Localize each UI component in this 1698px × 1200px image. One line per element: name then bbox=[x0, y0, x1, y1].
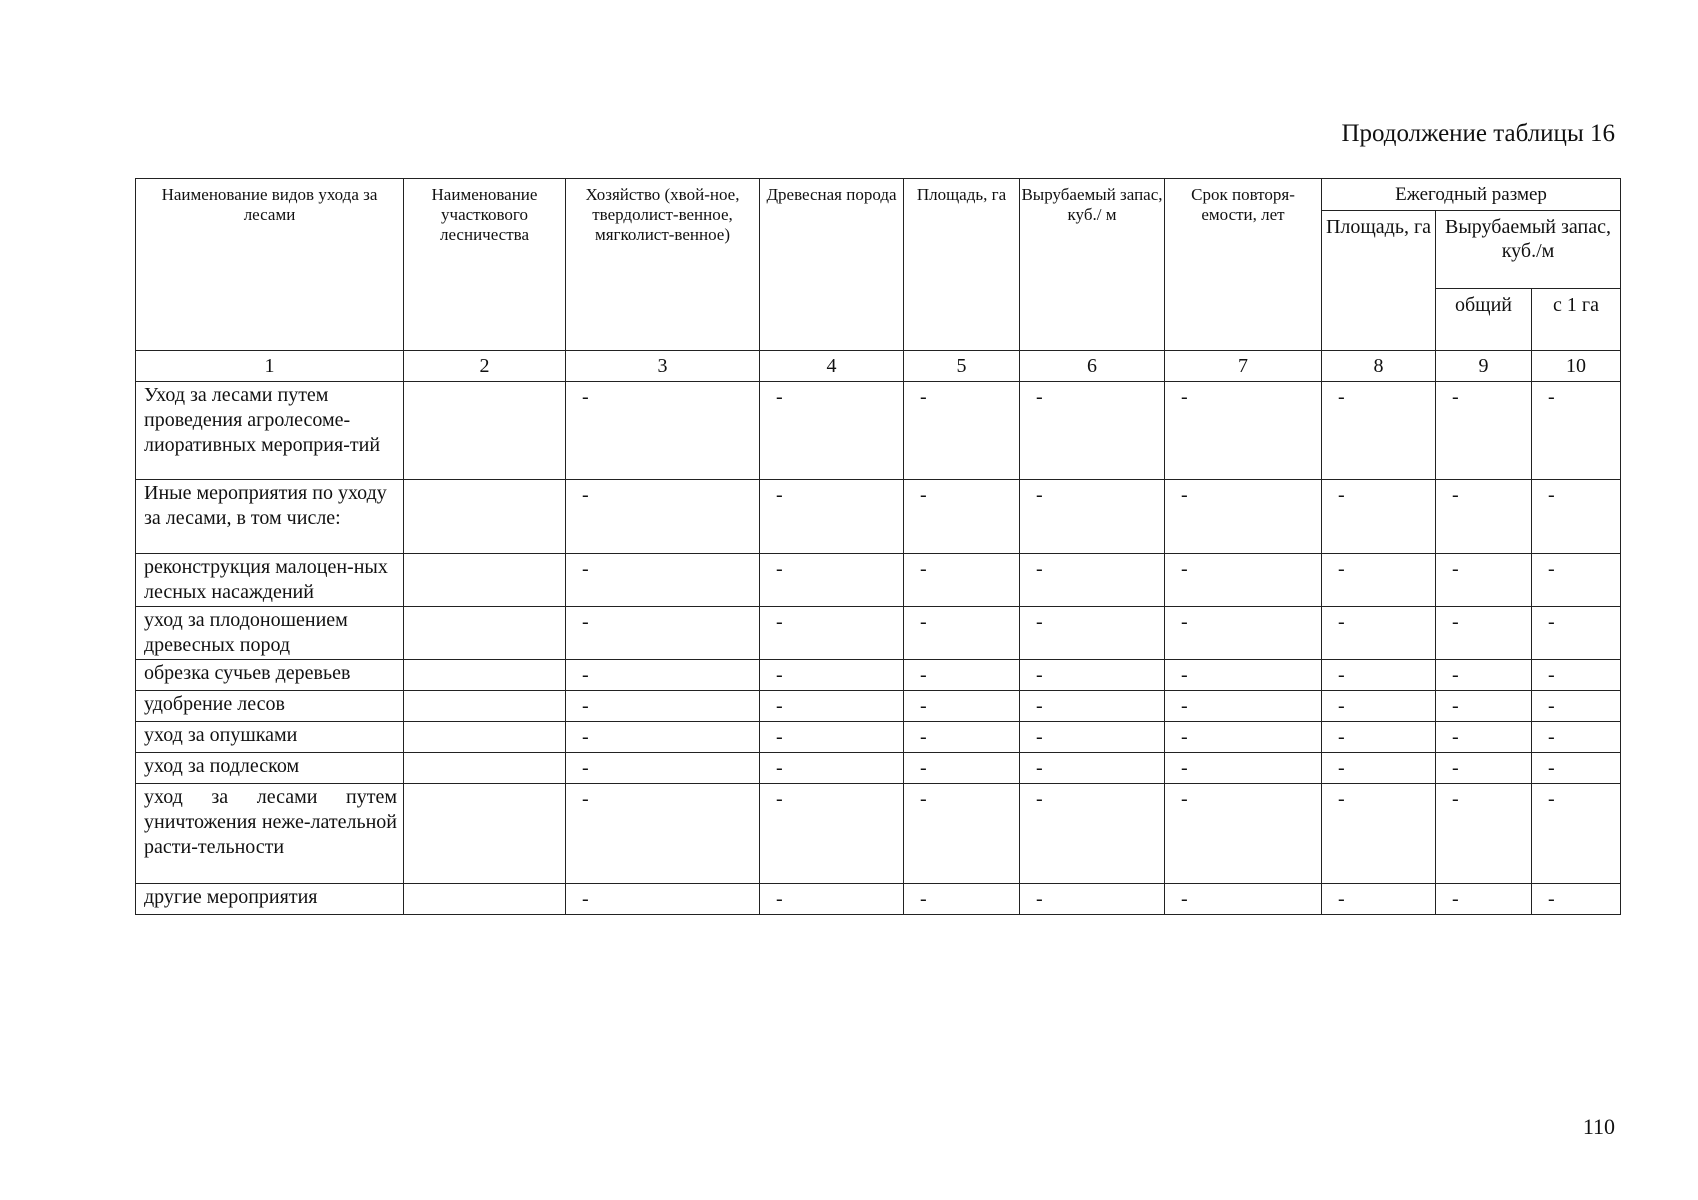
row-forestry bbox=[404, 382, 566, 480]
row-value: - bbox=[1165, 554, 1322, 607]
row-name: другие мероприятия bbox=[136, 884, 404, 915]
row-forestry bbox=[404, 753, 566, 784]
row-name: уход за лесами путем уничтожения неже-лательной расти-тельности bbox=[136, 784, 404, 884]
row-value: - bbox=[760, 382, 904, 480]
row-value: - bbox=[904, 554, 1020, 607]
column-number: 6 bbox=[1020, 351, 1165, 382]
row-value: - bbox=[566, 607, 760, 660]
header-area: Площадь, га bbox=[904, 179, 1020, 351]
page-number: 110 bbox=[1582, 1114, 1615, 1139]
row-value: - bbox=[904, 382, 1020, 480]
table-row bbox=[136, 660, 1621, 691]
header-forestry-name: Наименование участкового лесничества bbox=[404, 179, 566, 351]
row-value: - bbox=[1165, 382, 1322, 480]
column-number: 9 bbox=[1436, 351, 1532, 382]
row-value: - bbox=[1020, 753, 1165, 784]
row-name: обрезка сучьев деревьев bbox=[136, 660, 404, 691]
row-value: - bbox=[1020, 784, 1165, 884]
table-caption: Продолжение таблицы 16 bbox=[1341, 120, 1615, 147]
row-value: - bbox=[566, 722, 760, 753]
table-row bbox=[136, 884, 1621, 915]
row-value: - bbox=[760, 722, 904, 753]
row-value: - bbox=[566, 480, 760, 554]
table-row bbox=[136, 607, 1621, 660]
row-value: - bbox=[1020, 722, 1165, 753]
row-value: - bbox=[1322, 382, 1436, 480]
row-name: уход за плодоношением древесных пород bbox=[136, 607, 404, 660]
row-value: - bbox=[904, 784, 1020, 884]
row-forestry bbox=[404, 607, 566, 660]
column-number: 8 bbox=[1322, 351, 1436, 382]
row-value: - bbox=[1436, 753, 1532, 784]
row-value: - bbox=[1322, 660, 1436, 691]
row-value: - bbox=[1532, 660, 1621, 691]
row-forestry bbox=[404, 554, 566, 607]
row-value: - bbox=[904, 884, 1020, 915]
header-annual-area: Площадь, га bbox=[1322, 211, 1436, 351]
row-value: - bbox=[904, 722, 1020, 753]
row-value: - bbox=[1165, 480, 1322, 554]
row-value: - bbox=[760, 660, 904, 691]
table-row bbox=[136, 480, 1621, 554]
row-name: удобрение лесов bbox=[136, 691, 404, 722]
row-value: - bbox=[1436, 382, 1532, 480]
row-value: - bbox=[1532, 607, 1621, 660]
column-number-row bbox=[136, 351, 1621, 382]
row-value: - bbox=[760, 784, 904, 884]
row-name: уход за подлеском bbox=[136, 753, 404, 784]
row-name: Иные мероприятия по уходу за лесами, в том числе: bbox=[136, 480, 404, 554]
row-value: - bbox=[566, 691, 760, 722]
row-value: - bbox=[1532, 691, 1621, 722]
row-value: - bbox=[904, 660, 1020, 691]
column-number: 10 bbox=[1532, 351, 1621, 382]
row-value: - bbox=[566, 660, 760, 691]
row-value: - bbox=[1436, 660, 1532, 691]
table-row bbox=[136, 722, 1621, 753]
row-value: - bbox=[1322, 480, 1436, 554]
row-value: - bbox=[1436, 554, 1532, 607]
header-economy-type: Хозяйство (хвой-ное, твердолист-венное, мягколист-венное) bbox=[566, 179, 760, 351]
row-value: - bbox=[760, 691, 904, 722]
row-value: - bbox=[1532, 722, 1621, 753]
row-value: - bbox=[1020, 607, 1165, 660]
forest-care-table bbox=[135, 178, 1621, 915]
row-value: - bbox=[1322, 753, 1436, 784]
row-value: - bbox=[1020, 480, 1165, 554]
row-value: - bbox=[1322, 784, 1436, 884]
header-tree-species: Древесная порода bbox=[760, 179, 904, 351]
row-value: - bbox=[566, 753, 760, 784]
row-value: - bbox=[760, 884, 904, 915]
table-row bbox=[136, 382, 1621, 480]
row-value: - bbox=[1436, 722, 1532, 753]
row-value: - bbox=[1322, 607, 1436, 660]
row-value: - bbox=[1020, 382, 1165, 480]
row-value: - bbox=[904, 607, 1020, 660]
row-value: - bbox=[566, 884, 760, 915]
header-annual-volume-total: общий bbox=[1436, 289, 1532, 351]
row-value: - bbox=[904, 691, 1020, 722]
header-annual-volume-per-ha: с 1 га bbox=[1532, 289, 1621, 351]
table-row bbox=[136, 691, 1621, 722]
row-name: реконструкция малоцен-ных лесных насаждений bbox=[136, 554, 404, 607]
row-forestry bbox=[404, 660, 566, 691]
table-row bbox=[136, 784, 1621, 884]
row-value: - bbox=[1322, 554, 1436, 607]
row-value: - bbox=[760, 607, 904, 660]
row-value: - bbox=[904, 480, 1020, 554]
row-forestry bbox=[404, 691, 566, 722]
row-value: - bbox=[760, 554, 904, 607]
row-value: - bbox=[1165, 722, 1322, 753]
row-name: уход за опушками bbox=[136, 722, 404, 753]
row-value: - bbox=[1532, 753, 1621, 784]
table-row bbox=[136, 554, 1621, 607]
row-value: - bbox=[760, 480, 904, 554]
row-value: - bbox=[1436, 884, 1532, 915]
header-cut-volume: Вырубаемый запас, куб./ м bbox=[1020, 179, 1165, 351]
row-forestry bbox=[404, 722, 566, 753]
header-annual-size: Ежегодный размер bbox=[1322, 179, 1621, 211]
row-forestry bbox=[404, 480, 566, 554]
column-number: 4 bbox=[760, 351, 904, 382]
row-name: Уход за лесами путем проведения агролесоме-лиоративных мероприя-тий bbox=[136, 382, 404, 480]
row-value: - bbox=[1165, 784, 1322, 884]
header-repeat-period: Срок повторя-емости, лет bbox=[1165, 179, 1322, 351]
row-forestry bbox=[404, 784, 566, 884]
row-value: - bbox=[1020, 660, 1165, 691]
row-value: - bbox=[760, 753, 904, 784]
row-value: - bbox=[1532, 480, 1621, 554]
row-value: - bbox=[566, 784, 760, 884]
header-forest-care-type: Наименование видов ухода за лесами bbox=[136, 179, 404, 351]
row-value: - bbox=[1322, 884, 1436, 915]
column-number: 5 bbox=[904, 351, 1020, 382]
column-number: 2 bbox=[404, 351, 566, 382]
row-forestry bbox=[404, 884, 566, 915]
column-number: 1 bbox=[136, 351, 404, 382]
row-value: - bbox=[1436, 784, 1532, 884]
row-value: - bbox=[1322, 722, 1436, 753]
header-annual-cut-volume: Вырубаемый запас, куб./м bbox=[1436, 211, 1621, 289]
row-value: - bbox=[566, 554, 760, 607]
row-value: - bbox=[1436, 607, 1532, 660]
row-value: - bbox=[1532, 382, 1621, 480]
row-value: - bbox=[1532, 884, 1621, 915]
row-value: - bbox=[566, 382, 760, 480]
row-value: - bbox=[1165, 691, 1322, 722]
table-row bbox=[136, 753, 1621, 784]
row-value: - bbox=[1532, 554, 1621, 607]
row-value: - bbox=[1020, 691, 1165, 722]
row-value: - bbox=[1532, 784, 1621, 884]
row-value: - bbox=[1436, 691, 1532, 722]
row-value: - bbox=[1436, 480, 1532, 554]
row-value: - bbox=[1165, 607, 1322, 660]
column-number: 7 bbox=[1165, 351, 1322, 382]
column-number: 3 bbox=[566, 351, 760, 382]
row-value: - bbox=[1020, 884, 1165, 915]
row-value: - bbox=[1020, 554, 1165, 607]
row-value: - bbox=[904, 753, 1020, 784]
row-value: - bbox=[1165, 753, 1322, 784]
row-value: - bbox=[1165, 660, 1322, 691]
row-value: - bbox=[1322, 691, 1436, 722]
row-value: - bbox=[1165, 884, 1322, 915]
